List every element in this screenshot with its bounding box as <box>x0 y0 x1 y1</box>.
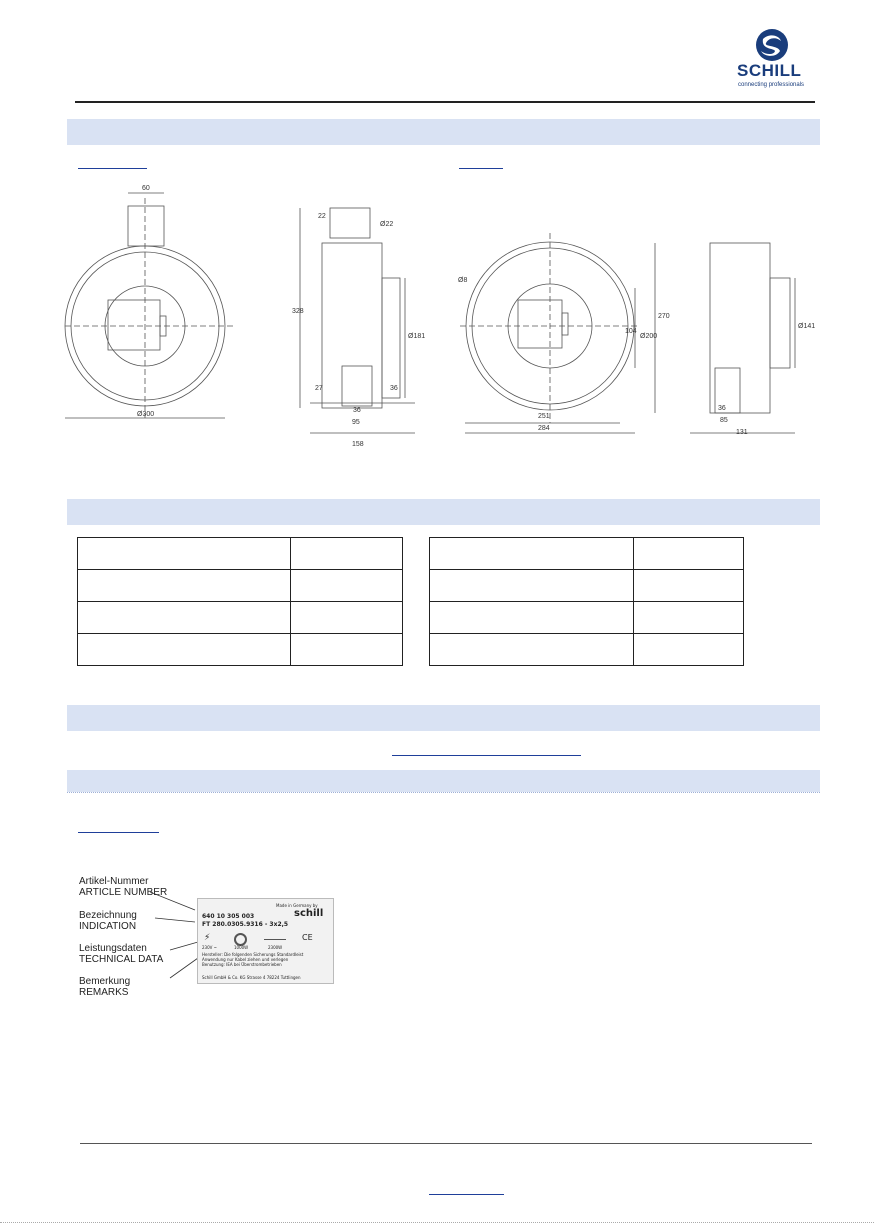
table-row <box>78 570 403 602</box>
spec-table-left <box>77 537 403 666</box>
plate-footer: Schill GmbH & Co. KG Strasse 4 78224 Tuttlingen <box>202 975 301 980</box>
dim-label: 158 <box>352 441 364 448</box>
section-band-specifications <box>67 499 820 525</box>
spec-table-right <box>429 537 744 666</box>
table-row <box>78 634 403 666</box>
annotation-technical: Leistungsdaten TECHNICAL DATA <box>79 943 164 965</box>
annotation-indication: Bezeichnung INDICATION <box>79 910 137 932</box>
subheading-underline-left <box>78 168 147 169</box>
product-label-plate <box>197 898 334 984</box>
hyperlink-underline[interactable] <box>392 755 581 756</box>
company-logo <box>733 27 811 95</box>
dim-label: 22 <box>318 213 326 220</box>
dim-label: Ø22 <box>380 221 394 228</box>
footer-link-underline[interactable] <box>429 1194 504 1195</box>
plate-power: 2300W <box>268 945 283 950</box>
dim-label: Ø181 <box>408 333 426 340</box>
table-row <box>430 570 744 602</box>
plate-voltage-icon: ⚡ <box>204 933 211 943</box>
dim-label: Ø200 <box>640 333 658 340</box>
subheading-underline-label <box>78 832 159 833</box>
dim-label: 131 <box>736 429 748 436</box>
plate-remarks-line: Benutzung: IEA bei Überstrombetrieben <box>202 962 282 967</box>
dim-label: 270 <box>658 313 670 320</box>
plate-made-in: Made in Germany by <box>276 903 318 908</box>
section-band-dimensions <box>67 119 820 145</box>
subheading-underline-right <box>459 168 503 169</box>
annotation-remarks: Bemerkung REMARKS <box>79 976 131 998</box>
plate-ce-mark: CE <box>302 933 313 942</box>
plate-remarks-line: Anwendung nur Kabel ziehen und verlegen <box>202 957 289 962</box>
dim-label: Ø141 <box>798 323 816 330</box>
dim-label: 85 <box>720 417 728 424</box>
plate-wind: 1000W <box>234 945 249 950</box>
dim-label: 36 <box>390 385 398 392</box>
section-band-links <box>67 705 820 731</box>
plate-volt: 230V ~ <box>202 945 217 950</box>
footer-rule <box>80 1143 812 1144</box>
plate-indication: FT 280.0305.9316 - 3x2,5 <box>202 921 289 928</box>
dim-label: Ø8 <box>458 277 468 284</box>
section-band-label <box>67 770 820 792</box>
plate-article: 640 10 305 003 <box>202 913 255 920</box>
band-dotted-edge <box>67 792 820 793</box>
plate-cable-icon <box>264 939 286 940</box>
dim-label: 284 <box>538 425 550 432</box>
table-row <box>78 538 403 570</box>
dim-label: 328 <box>292 308 304 315</box>
plate-brand: schill <box>294 908 324 919</box>
logo-wordmark: SCHILL <box>737 61 802 80</box>
table-row <box>430 602 744 634</box>
page-bottom-dotted-edge <box>0 1222 874 1223</box>
dim-label: 251 <box>538 413 550 420</box>
dim-label: 36 <box>353 407 361 414</box>
dim-label: 36 <box>718 405 726 412</box>
dim-label: 60 <box>142 185 150 192</box>
dim-label: 104 <box>625 328 637 335</box>
logo-tagline: connecting professionals <box>738 82 805 88</box>
technical-drawings <box>60 178 820 458</box>
dim-label: Ø300 <box>137 411 155 418</box>
table-row <box>78 602 403 634</box>
header-rule <box>75 101 815 103</box>
dim-label: 95 <box>352 419 360 426</box>
table-row <box>430 538 744 570</box>
plate-remarks-line: Hersteller: Die folgenden Sicherungs Standardleist <box>202 952 304 957</box>
dim-label: 27 <box>315 385 323 392</box>
table-row <box>430 634 744 666</box>
annotation-article: Artikel-Nummer ARTICLE NUMBER <box>79 876 168 898</box>
